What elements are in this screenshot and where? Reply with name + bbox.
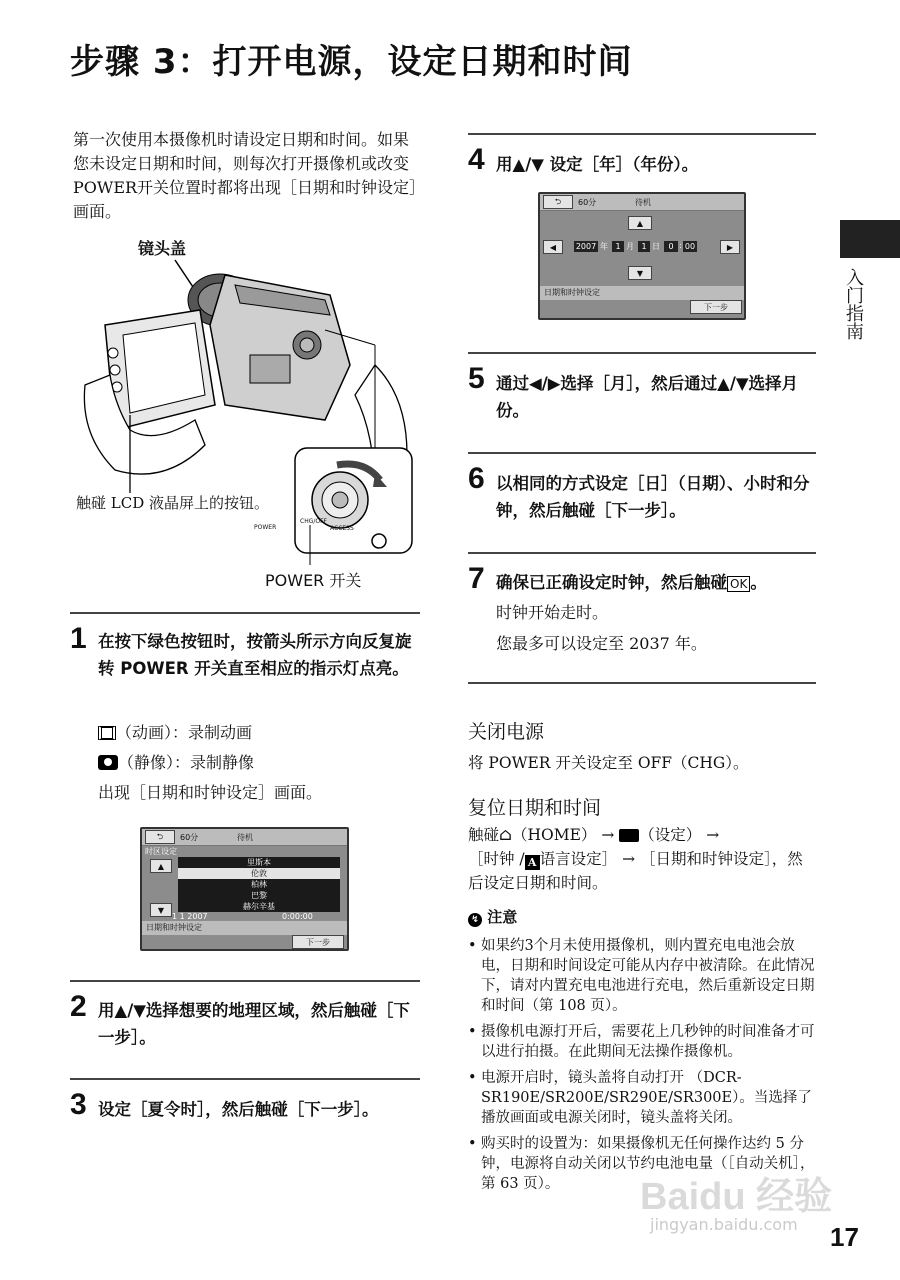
step-2-number: 2 [70, 990, 87, 1023]
step-7-instruction: 确保已正确设定时钟，然后触碰 [496, 573, 727, 592]
movie-mode-text: （动画）：录制动画 [116, 723, 253, 742]
still-mode-text: （静像）：录制静像 [118, 753, 255, 772]
scroll-down-button[interactable]: ▼ [150, 903, 172, 917]
lens-cap-label: 镜头盖 [138, 239, 187, 258]
step-1-after: 出现［日期和时钟设定］画面。 [98, 783, 323, 802]
timezone-label: 时区设定 [145, 847, 177, 856]
next-button[interactable]: 下一步 [690, 300, 742, 314]
month-unit: 月 [626, 242, 634, 251]
divider [70, 980, 420, 982]
return-button[interactable]: ⮌ [145, 830, 175, 844]
divider [70, 1078, 420, 1080]
step-7-line1: 时钟开始走时。 [496, 603, 609, 622]
divider [468, 452, 816, 454]
note-item: • 购买时的设置为：如果摄像机无任何操作达约 5 分钟，电源将自动关闭以节约电池电量（［自动关机］，第 63 页）。 [468, 1134, 818, 1194]
touch-lcd-label: 触碰 LCD 液晶屏上的按钮。 [76, 494, 270, 512]
camcorder-illustration [75, 255, 420, 585]
step-7-period: 。 [750, 573, 767, 592]
battery-indicator: 60分 [578, 198, 597, 207]
note-item: • 摄像机电源打开后，需要花上几秒钟的时间准备才可以进行拍摄。在此期间无法操作摄像机。 [468, 1022, 818, 1062]
switch-chg-label: CHG/OFF [300, 518, 327, 525]
reset-text-part: 触碰 [468, 826, 500, 844]
next-button[interactable]: 下一步 [292, 935, 344, 949]
switch-access-label: ACCESS [330, 525, 354, 532]
step-5-text: 通过◀/▶选择［月］，然后通过▲/▼选择月份。 [496, 374, 799, 420]
camera-icon [98, 755, 118, 770]
step-4-text: 用▲/▼ 设定［年］（年份）。 [496, 155, 699, 174]
step-3-number: 3 [70, 1088, 87, 1121]
caution-icon: ↯ [468, 913, 482, 927]
power-off-text: 将 POWER 开关设定至 OFF（CHG）。 [468, 754, 749, 772]
arrow-icon: → [601, 826, 615, 844]
step-4-number: 4 [468, 143, 485, 176]
current-time: 0:00:00 [282, 912, 313, 921]
next-field-button[interactable]: ▶ [720, 240, 740, 254]
reset-text-part: （设定） [639, 826, 702, 844]
home-icon: ⌂ [499, 825, 512, 845]
note-item: • 如果约3个月未使用摄像机，则内置充电电池会放电，日期和时间设定可能从内存中被清除。在此情况下，请对内置充电电池进行充电，然后重新设定日期和时间（第 108 页）。 [468, 936, 818, 1016]
step-5-number: 5 [468, 362, 485, 395]
timezone-item[interactable]: 赫尔辛基 [243, 902, 275, 911]
screen-status-bar [540, 194, 744, 211]
battery-indicator: 60分 [180, 833, 199, 842]
day-field[interactable]: 1 [638, 241, 650, 252]
step-6-number: 6 [468, 462, 485, 495]
current-date: 1 1 2007 [172, 912, 208, 921]
notes-heading-line [468, 906, 517, 927]
minute-field[interactable]: 00 [684, 242, 696, 251]
ok-button-symbol: OK [727, 576, 750, 592]
switch-power-label: POWER [254, 524, 277, 531]
reset-text-part: ［日期和时钟设定］，然后设定日期和时间。 [468, 850, 803, 892]
divider [70, 612, 420, 614]
watermark-logo: Baidu 经验 [640, 1176, 833, 1218]
screen-footer: 日期和时钟设定 [142, 921, 347, 935]
divider [468, 552, 816, 554]
screen-footer: 日期和时钟设定 [540, 286, 744, 300]
reset-text [468, 823, 818, 895]
timezone-item-selected[interactable]: 伦敦 [178, 868, 340, 879]
section-tab-marker [840, 220, 900, 258]
power-switch-label: POWER 开关 [265, 571, 362, 590]
movie-icon [98, 726, 116, 740]
notes-list [468, 936, 818, 1200]
return-button[interactable]: ⮌ [543, 195, 573, 209]
year-field[interactable]: 2007 [575, 242, 597, 251]
divider [468, 682, 816, 684]
intro-paragraph: 第一次使用本摄像机时请设定日期和时间。如果您未设定日期和时间，则每次打开摄像机或改变POWER开关位置时都将出现［日期和时钟设定］画面。 [73, 130, 418, 221]
language-icon: A [525, 855, 540, 870]
hour-field[interactable]: 0 [664, 241, 678, 252]
reset-heading: 复位日期和时间 [468, 798, 602, 819]
scroll-up-button[interactable]: ▲ [150, 859, 172, 873]
timezone-screen [140, 827, 349, 951]
standby-status: 待机 [237, 833, 253, 842]
decrease-button[interactable]: ▼ [628, 266, 652, 280]
month-field[interactable]: 1 [612, 241, 624, 252]
note-item: • 电源开启时，镜头盖将自动打开 （DCR-SR190E/SR200E/SR290E/SR300E）。当选择了播放画面或电源关闭时，镜头盖将关闭。 [468, 1068, 818, 1128]
watermark-url: jingyan.baidu.com [650, 1215, 798, 1234]
reset-text-part: （HOME） [512, 826, 597, 844]
toolbox-icon [619, 829, 639, 842]
screen-status-bar [142, 829, 347, 846]
standby-status: 待机 [635, 198, 651, 207]
divider [468, 352, 816, 354]
step-7-number: 7 [468, 562, 485, 595]
step-1-number: 1 [70, 622, 87, 655]
section-tab-label: 入门指南 [843, 268, 864, 340]
step-1-text: 在按下绿色按钮时，按箭头所示方向反复旋转 POWER 开关直至相应的指示灯点亮。 [98, 632, 412, 678]
timezone-item[interactable]: 里斯本 [247, 858, 271, 867]
arrow-icon: → [622, 850, 636, 868]
timezone-item[interactable]: 巴黎 [251, 891, 267, 900]
still-mode-line [98, 748, 254, 777]
day-unit: 日 [652, 242, 660, 251]
step-3-text: 设定［夏令时］，然后触碰［下一步］。 [98, 1100, 379, 1119]
notes-heading: 注意 [487, 908, 518, 926]
prev-field-button[interactable]: ◀ [543, 240, 563, 254]
page-title: 步骤 3：打开电源，设定日期和时间 [70, 42, 633, 82]
timezone-item[interactable]: 柏林 [251, 880, 267, 889]
movie-mode-line [98, 718, 252, 747]
reset-text-part: 语言设定］ [539, 850, 618, 868]
year-unit: 年 [600, 242, 608, 251]
increase-button[interactable]: ▲ [628, 216, 652, 230]
reset-text-part: ［时钟 / [468, 850, 525, 868]
step-7-text [496, 569, 816, 598]
page-number: 17 [830, 1222, 859, 1252]
step-2-text: 用▲/▼选择想要的地理区域，然后触碰［下一步］。 [98, 1001, 410, 1047]
arrow-icon: → [706, 826, 720, 844]
divider [468, 133, 816, 135]
date-setting-screen: ⮌ 60分 待机 ▲ ◀ ▶ 2007 年 1 月 1 日 0 : 00 ▼ 日期和时钟设定 下一步 [538, 192, 746, 320]
step-6-text: 以相同的方式设定［日］（日期）、小时和分钟，然后触碰［下一步］。 [496, 474, 810, 520]
timezone-list [178, 857, 340, 912]
power-off-heading: 关闭电源 [468, 722, 545, 743]
step-7-line2: 您最多可以设定至 2037 年。 [496, 634, 707, 653]
